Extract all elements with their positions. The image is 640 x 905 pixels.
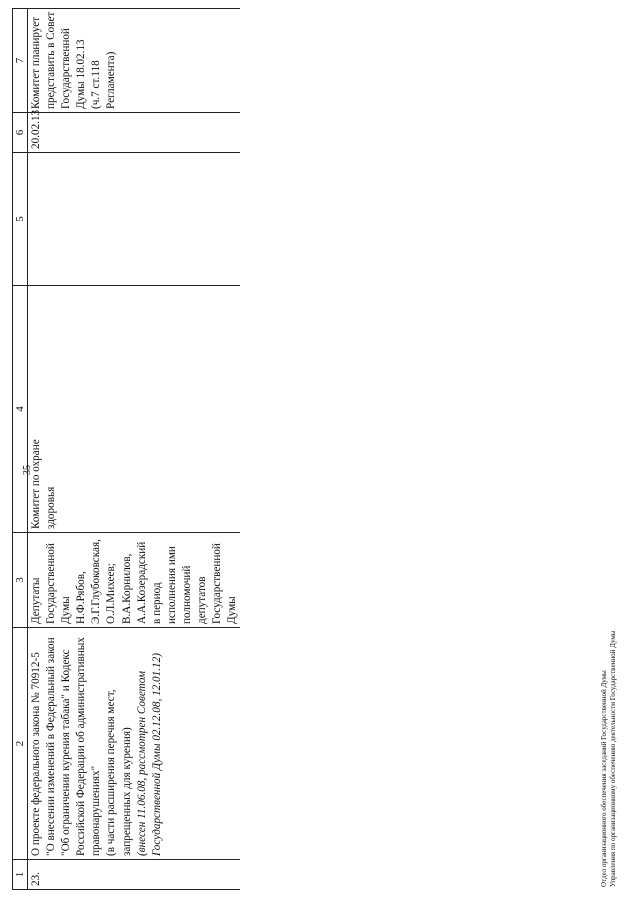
comment-line: Государственной [60, 28, 73, 109]
bill-line: О проекте федерального закона № 70912-5 [30, 652, 42, 856]
bill-note-line: Государственной Думы 02.12.08, 12.01.12) [150, 653, 163, 856]
page-number: 35 [22, 465, 33, 475]
column-header: 4 [13, 286, 28, 533]
committee-line: Комитет по охране [30, 439, 42, 529]
author-line: полномочий [180, 565, 193, 624]
author-line: В.А.Корнилов, [120, 553, 133, 624]
bill-line: "Об ограничении курения табака" и Кодекс [60, 649, 73, 856]
bill-line: Российской Федерации об административных [75, 637, 88, 856]
authors [28, 533, 241, 628]
author-line: Э.Г.Глубоковская, [90, 539, 103, 624]
comment-line: Думы 18.02.13 [75, 39, 88, 109]
footer-line: Управления по организационному обеспечению деятельности Государственной Думы [609, 630, 617, 887]
bill-line: правонарушениях" [90, 765, 103, 856]
column-header: 1 [13, 860, 28, 890]
author-line: Государственной [211, 543, 224, 624]
author-line: Думы [60, 596, 73, 624]
bill-line: (в части расширения перечня мест, [105, 689, 118, 856]
column-header-row [13, 9, 28, 890]
comment-line: Комитет планирует [30, 16, 42, 109]
table-row [28, 9, 241, 890]
author-line: О.Л.Михеев; [105, 563, 118, 624]
comment-line: Регламента) [105, 51, 118, 109]
row-number: 23. [28, 860, 241, 890]
column-header: 2 [13, 628, 28, 860]
committee-line: здоровья [45, 486, 58, 529]
author-line: Н.Ф.Рябов, [75, 571, 88, 624]
author-line: А.А.Козерадский [135, 541, 148, 624]
comment-line: представить в Совет [45, 11, 58, 109]
author-line: исполнения ими [165, 546, 178, 624]
responsible-committee [28, 286, 241, 533]
comment-cell [28, 9, 241, 113]
author-line: Государственной [45, 543, 58, 624]
author-line: в период [150, 582, 163, 624]
footer [600, 631, 618, 887]
column-header: 5 [13, 153, 28, 286]
author-line: Думы [226, 596, 239, 624]
author-line: депутатов [196, 576, 209, 624]
bill-description [28, 628, 241, 860]
column-5-cell [28, 153, 241, 286]
bills-table [12, 8, 240, 890]
bill-line: запрещенных для курения) [120, 727, 133, 856]
date-cell: 20.02.13 [28, 113, 241, 153]
comment-line: (ч.7 ст.118 [90, 60, 103, 109]
author-line: Депутаты [30, 577, 42, 624]
column-header: 7 [13, 9, 28, 113]
column-header: 3 [13, 533, 28, 628]
footer-line: Отдел организационного обеспечения заседаний Государственной Думы [600, 670, 608, 887]
bill-line: "О внесении изменений в Федеральный закон [45, 637, 58, 856]
bill-note-line: (внесен 11.06.08, рассмотрен Советом [135, 670, 148, 856]
column-header: 6 [13, 113, 28, 153]
